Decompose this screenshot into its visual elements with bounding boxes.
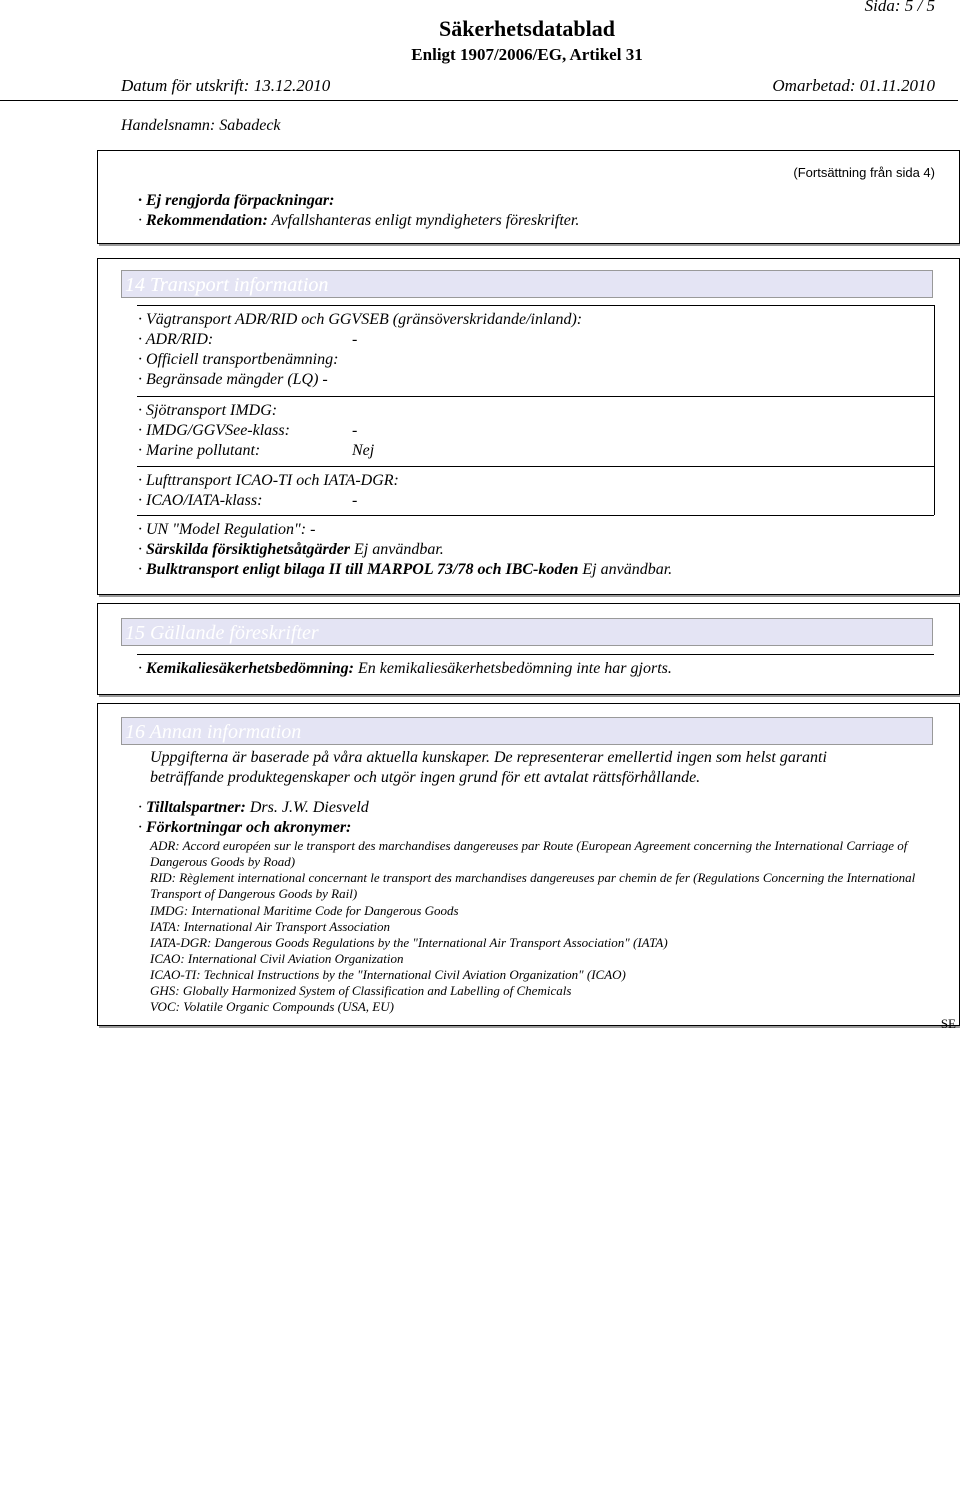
official-name-line: · Officiell transportbenämning: [138, 351, 339, 368]
un-separator [137, 515, 934, 516]
section-16-title: 16 Annan information [125, 721, 302, 743]
abbr-item-adr: ADR: Accord européen sur le transport des marchandises dangereuses par Route (European Agreement concerning the International Carriage of Dangerous Goods by Road) [150, 838, 908, 869]
imdg-class-value: - [352, 422, 358, 439]
icao-class-line: · ICAO/IATA-klass: - [138, 492, 358, 509]
road-transport-label: Vägtransport ADR/RID och GGVSEB (gränsöverskridande/inland): [146, 311, 583, 328]
print-date: Datum för utskrift: 13.12.2010 [121, 76, 331, 95]
recommendation-line: · Rekommendation: Avfallshanteras enligt myndigheters föreskrifter. [138, 212, 580, 229]
road-transport-line: · Vägtransport ADR/RID och GGVSEB (gränsöverskridande/inland): [138, 311, 583, 328]
air-transport-label: Lufttransport ICAO-TI och IATA-DGR: [146, 472, 399, 489]
recommendation-label: Rekommendation: [146, 212, 268, 229]
abbr-item-iata: IATA: International Air Transport Association [150, 919, 391, 934]
sea-separator [137, 396, 934, 397]
section-15-box [97, 603, 960, 695]
abbr-item-icao: ICAO: International Civil Aviation Organization [150, 951, 404, 966]
un-model-value: - [310, 521, 316, 538]
document-title: Säkerhetsdatablad [438, 16, 616, 41]
imdg-class-label: IMDG/GGVSee-klass: [146, 422, 290, 439]
bulk-transport-line: · Bulktransport enligt bilaga II till MARPOL 73/78 och IBC-koden Ej användbar. [138, 561, 673, 578]
limited-quantities-label: Begränsade mängder (LQ) [146, 371, 319, 388]
abbr-item-rid: RID: Règlement international concernant le transport des marchandises dangereuses par chemin de fer (Regulations Concerning the International Transport of Dangerous Goods by Rail) [150, 870, 916, 901]
adr-rid-line: · ADR/RID: - [138, 331, 358, 348]
continuation-note: (Fortsättning från sida 4) [793, 165, 935, 180]
limited-quantities-value: - [322, 371, 328, 388]
sea-transport-label: Sjötransport IMDG: [146, 402, 278, 419]
un-model-line: · UN "Model Regulation": - [138, 521, 316, 538]
revised-date: Omarbetad: 01.11.2010 [772, 76, 935, 95]
air-separator [137, 466, 934, 467]
transport-right-rule [934, 305, 935, 515]
section-14-title: 14 Transport information [125, 274, 329, 296]
special-precautions-value: Ej användbar. [354, 541, 444, 558]
bulk-transport-label: Bulktransport enligt bilaga II till MARPOL 73/78 och IBC-koden [146, 561, 579, 578]
contact-line: · Tilltalspartner: Drs. J.W. Diesveld [138, 799, 369, 816]
recommendation-value: Avfallshanteras enligt myndigheters föreskrifter. [271, 212, 580, 229]
imdg-class-line: · IMDG/GGVSee-klass: - [138, 422, 358, 439]
sea-transport-line: · Sjötransport IMDG: [138, 402, 278, 419]
info-paragraph-line-2: beträffande produktegenskaper och utgör ingen grund för ett avtalat rättsförhållande. [150, 769, 701, 786]
road-separator [137, 305, 934, 306]
chemical-safety-line: · Kemikaliesäkerhetsbedömning: En kemikaliesäkerhetsbedömning inte har gjorts. [138, 660, 672, 677]
contact-value: Drs. J.W. Diesveld [249, 799, 369, 816]
section-14-heading [121, 270, 933, 298]
un-model-label: UN "Model Regulation": [146, 521, 307, 538]
marine-pollutant-value: Nej [352, 442, 375, 459]
abbreviations-line: · Förkortningar och akronymer: [138, 819, 352, 836]
abbr-item-ghs: GHS: Globally Harmonized System of Classification and Labelling of Chemicals [150, 983, 572, 998]
adr-rid-value: - [352, 331, 358, 348]
language-code: SE [940, 1016, 956, 1031]
section-15-separator [137, 654, 934, 655]
special-precautions-label: Särskilda försiktighetsåtgärder [146, 541, 351, 558]
contact-label: Tilltalspartner: [146, 799, 246, 816]
bulk-transport-value: Ej användbar. [582, 561, 673, 578]
section-16-heading [121, 717, 933, 745]
unclean-packaging-line: · Ej rengjorda förpackningar: [138, 192, 335, 209]
section-15-heading [121, 618, 933, 646]
info-paragraph-line-1: Uppgifterna är baserade på våra aktuella kunskaper. De representerar emellertid ingen som helst garanti [150, 749, 827, 766]
marine-pollutant-line: · Marine pollutant: Nej [138, 442, 375, 459]
header-rule [0, 100, 958, 101]
icao-class-value: - [352, 492, 358, 509]
abbr-item-iata-dgr: IATA-DGR: Dangerous Goods Regulations by the "International Air Transport Association" (IATA) [150, 935, 668, 950]
abbr-item-icao-ti: ICAO-TI: Technical Instructions by the "International Civil Aviation Organization" (ICAO) [150, 967, 626, 982]
trade-name: Handelsnamn: Sabadeck [121, 117, 281, 134]
abbreviations-label: Förkortningar och akronymer: [146, 819, 352, 836]
adr-rid-label: ADR/RID: [145, 331, 214, 348]
special-precautions-line: · Särskilda försiktighetsåtgärder Ej användbar. [138, 541, 444, 558]
abbr-item-imdg: IMDG: International Maritime Code for Dangerous Goods [150, 903, 459, 918]
document-subtitle: Enligt 1907/2006/EG, Artikel 31 [411, 45, 643, 64]
chemical-safety-label: Kemikaliesäkerhetsbedömning: [146, 660, 354, 677]
marine-pollutant-label: Marine pollutant: [146, 442, 261, 459]
official-name-label: Officiell transportbenämning: [146, 351, 339, 368]
unclean-packaging-label: Ej rengjorda förpackningar: [146, 192, 335, 209]
page-number: Sida: 5 / 5 [864, 0, 935, 15]
icao-class-label: ICAO/IATA-klass: [146, 492, 263, 509]
abbr-item-voc: VOC: Volatile Organic Compounds (USA, EU) [150, 999, 394, 1014]
limited-quantities-line: · Begränsade mängder (LQ) - [138, 371, 328, 388]
section-15-title: 15 Gällande föreskrifter [125, 622, 319, 644]
chemical-safety-value: En kemikaliesäkerhetsbedömning inte har gjorts. [358, 660, 672, 677]
air-transport-line: · Lufttransport ICAO-TI och IATA-DGR: [138, 472, 399, 489]
